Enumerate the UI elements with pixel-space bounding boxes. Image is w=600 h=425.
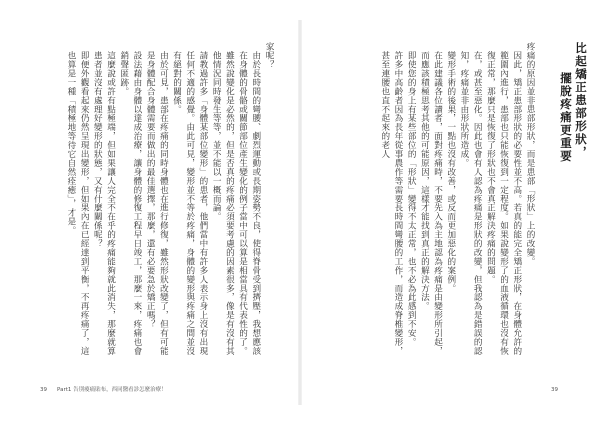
right-page-footer — [551, 387, 558, 393]
running-head-title: 告別痠痛貼布，西同醫看診怎麼治療！ — [73, 387, 167, 393]
left-page-body — [43, 42, 275, 362]
left-page-footer — [40, 385, 167, 393]
running-head-part: Part1 — [57, 387, 72, 393]
right-page — [300, 0, 600, 425]
page-number: 39 — [551, 387, 558, 393]
paragraph: 由於可見，患部在疼痛的同時身體也在進行修復，雖然形狀改變了，但有可能是身體配合身體需要而做出的最佳選擇，那麼，還有必要急於矯正嗎？ — [145, 51, 169, 356]
paragraph: 在，或甚至惡化。因此也會有人認為疼痛是形狀的改變，但我認為是錯誤的認知，疼痛並非由形狀所造成。 — [458, 51, 483, 356]
paragraph: 疼痛的原因並非患部形狀，而是患部「形狀」上的改變。 — [525, 42, 535, 266]
page-number: 39 — [40, 387, 47, 393]
paragraph: 即便外觀看起來仍然呈現出變形，但如果內在已經達到平衡，不再疼痛了，這也算是一種「積極地等待它自然痊癒」，才是。 — [65, 51, 90, 356]
paragraph: 請教過許多「身體某部位變形」的患者，他們當中有許多人表示身上沒有出現任何不適的感覺。由此可見，變形並不等於疼痛，身體的變形與疼痛之間並沒有絕對的關係。 — [171, 51, 208, 356]
paragraph: 在此建議各位讀者，面對疼痛時，不要先入為主地認為疼痛是由變形所引起，而應該積極思考其他的可能原因，這樣才能找到真正的解決方法。 — [419, 51, 443, 356]
paragraph: 因此，矯正患部形狀的必要性並不高。若真的能完全矯正形狀，在身體允許的範圍內進行，患部也只能恢復到一定程度。如果說變形了的血液循環也沒有恢復正常，那麼只是恢復了形狀也不會真正解決疼痛的問題。 — [485, 51, 522, 356]
paragraph: 由於長時間的彎腰、劇烈運動或長期姿勢不良，使得脊骨受到擠壓，我想應該在身體的骨骼或關節部位產生變化的例子當中可以算是相當具有代表性的了。雖然說變化是必然的，但是否真的疼痛必須要考慮的因素很多，像是有沒有其他情況同時發生等等，並不能以一概而論。 — [211, 51, 261, 356]
paragraph: 許多中高齡者因為長年從事農作等需要長時間彎腰的工作，而造成脊椎變形，甚至連腰也直不起來的老人 — [379, 51, 403, 356]
paragraph: 設法藉由身體以達成治療，讓身體的修復工程早日竣工，那麼一來，疼痛也會銷聲匿跡。 — [118, 51, 142, 356]
right-page-body — [350, 42, 536, 362]
paragraph: 即使您的身上有某些部位的「形狀」變得不太正常，也不必為此感到不安。 — [406, 51, 417, 347]
heading-line: 擺脫疼痛更重要 — [559, 72, 573, 163]
paragraph: 變形手術的後果，一點也沒有改善，或反而更加惡化的案例。 — [445, 51, 456, 293]
paragraph: 家呢？ — [264, 42, 274, 69]
paragraph: 這麼說或許有點極端，但如果讓人完全不在乎的疼痛能夠就此消失，那麼就算患者並沒有處理好變形的狀態，又有什麼關係呢？ — [92, 51, 116, 356]
heading-line: 比起矯正患部形狀， — [574, 42, 588, 159]
section-heading — [558, 42, 588, 302]
